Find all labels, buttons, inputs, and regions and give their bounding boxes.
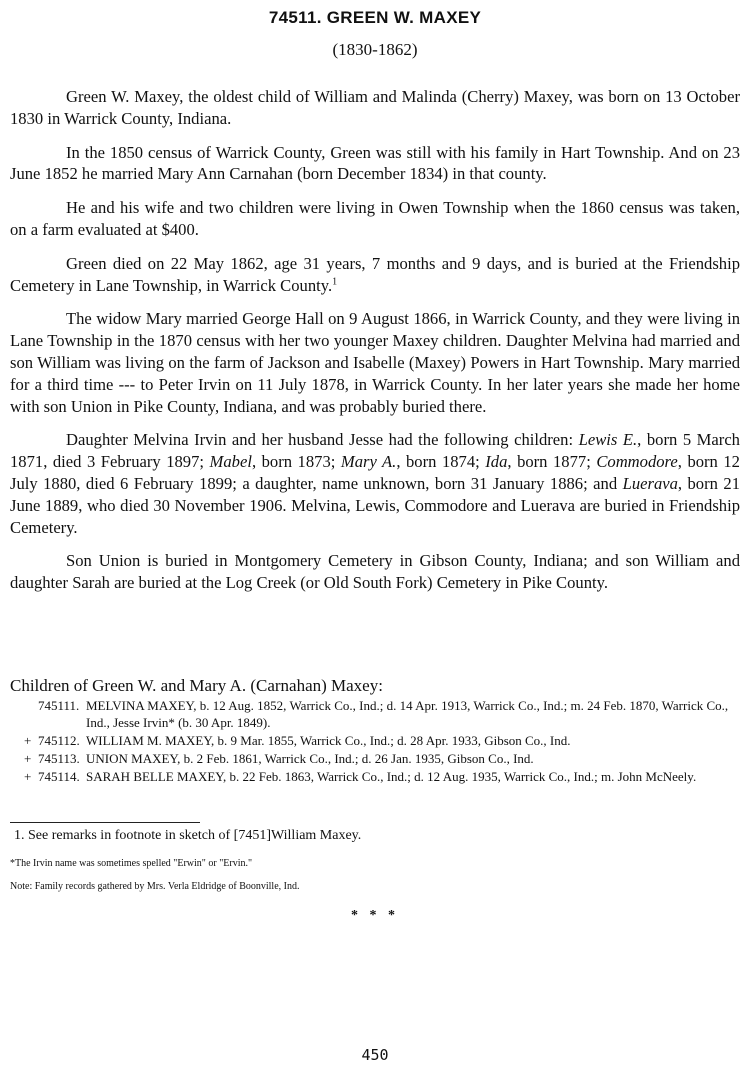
footnote-spelling: *The Irvin name was sometimes spelled "Erwin" or "Ervin." bbox=[10, 858, 253, 869]
footnote-ref-1: 1 bbox=[332, 276, 338, 288]
life-dates: (1830-1862) bbox=[332, 40, 418, 59]
descendant-mark: + bbox=[24, 751, 32, 766]
children-heading: Children of Green W. and Mary A. (Carnahan) Maxey: bbox=[10, 676, 383, 695]
p6-luerava-info: , born 21 June 1889, who died 30 November 1906. Melvina, Lewis, Commodore and Luerava are buried in Friendship Cemetery. bbox=[10, 473, 740, 537]
child-number: 745112. bbox=[38, 733, 80, 748]
child-name-luerava: Luerava bbox=[622, 473, 678, 493]
child-number: 745113. bbox=[38, 751, 80, 766]
child-details: WILLIAM M. MAXEY, b. 9 Mar. 1855, Warrick Co., Ind.; d. 28 Apr. 1933, Gibson Co., Ind. bbox=[86, 733, 571, 748]
footnote-rule bbox=[10, 822, 200, 823]
p6-intro: Daughter Melvina Irvin and her husband Jesse had the following children: bbox=[66, 430, 579, 450]
footnote-source-note: Note: Family records gathered by Mrs. Verla Eldridge of Boonville, Ind. bbox=[10, 881, 300, 892]
descendant-mark: + bbox=[24, 733, 32, 748]
child-details: MELVINA MAXEY, b. 12 Aug. 1852, Warrick Co., Ind.; d. 14 Apr. 1913, Warrick Co., Ind.; m. 24 Feb. 1870, Warrick Co., Ind., Jesse Irvin* (b. 30 Apr. 1849). bbox=[86, 698, 729, 730]
p6-commodore-info: , born 12 July 1880, died 6 February 1899; a daughter, name unknown, born 31 January 1886; and bbox=[10, 452, 740, 493]
child-details: SARAH BELLE MAXEY, b. 22 Feb. 1863, Warrick Co., Ind.; d. 12 Aug. 1935, Warrick Co., Ind.; m. John McNeely. bbox=[86, 769, 697, 784]
child-entry bbox=[10, 732, 742, 749]
paragraph-7: Son Union is buried in Montgomery Cemetery in Gibson County, Indiana; and son William and daughter Sarah are buried at the Log Creek (or Old South Fork) Cemetery in Pike County. bbox=[10, 551, 740, 593]
p6-ida-info: , born 1877; bbox=[507, 452, 597, 472]
child-name-mabel: Mabel bbox=[209, 452, 252, 472]
p6-mabel-info: , born 1873; bbox=[251, 452, 341, 472]
child-entry bbox=[10, 697, 742, 731]
paragraph-4-text: Green died on 22 May 1862, age 31 years, 7 months and 9 days, and is buried at the Friendship Cemetery in Lane Township, in Warrick County. bbox=[10, 253, 740, 295]
children-list bbox=[10, 697, 742, 786]
p6-mary-info: , born 1874; bbox=[396, 452, 486, 472]
child-name-mary: Mary A. bbox=[340, 452, 397, 472]
paragraph-5: The widow Mary married George Hall on 9 August 1866, in Warrick County, and they were living in Lane Township in the 1870 census with her two younger Maxey children. Daughter Melvina had married and son William was living on the farm of Jackson and Isabelle (Maxey) Powers in Hart Township. Mary married for a third time --- to Peter Irvin on 11 July 1878, in Warrick County. In her later years she made her home with son Union in Pike County, Indiana, and was probably buried there. bbox=[10, 309, 740, 416]
biography-text bbox=[10, 86, 740, 594]
section-separator: * * * bbox=[351, 908, 399, 923]
page-title: 74511. GREEN W. MAXEY bbox=[268, 8, 482, 27]
descendant-mark: + bbox=[24, 769, 32, 784]
child-number: 745111. bbox=[38, 698, 80, 713]
paragraph-2: In the 1850 census of Warrick County, Green was still with his family in Hart Township. And on 23 June 1852 he married Mary Ann Carnahan (born December 1834) in that county. bbox=[10, 142, 740, 184]
paragraph-4 bbox=[10, 253, 740, 297]
child-entry bbox=[10, 750, 742, 767]
footnote-1: 1. See remarks in footnote in sketch of [7451]William Maxey. bbox=[14, 828, 362, 843]
child-details: UNION MAXEY, b. 2 Feb. 1861, Warrick Co., Ind.; d. 26 Jan. 1935, Gibson Co., Ind. bbox=[86, 751, 534, 766]
child-name-lewis: Lewis E. bbox=[578, 430, 638, 450]
child-name-commodore: Commodore bbox=[596, 452, 678, 472]
child-name-ida: Ida bbox=[485, 452, 508, 472]
paragraph-3: He and his wife and two children were living in Owen Township when the 1860 census was taken, on a farm evaluated at $400. bbox=[10, 198, 740, 239]
p6-lewis-info: , born 5 March 1871, died 3 February 1897; bbox=[10, 430, 740, 472]
paragraph-6 bbox=[10, 429, 740, 538]
paragraph-1: Green W. Maxey, the oldest child of William and Malinda (Cherry) Maxey, was born on 13 October 1830 in Warrick County, Indiana. bbox=[10, 87, 740, 128]
child-entry bbox=[10, 768, 742, 785]
child-number: 745114. bbox=[38, 769, 80, 784]
page-number: 450 bbox=[361, 1046, 389, 1064]
